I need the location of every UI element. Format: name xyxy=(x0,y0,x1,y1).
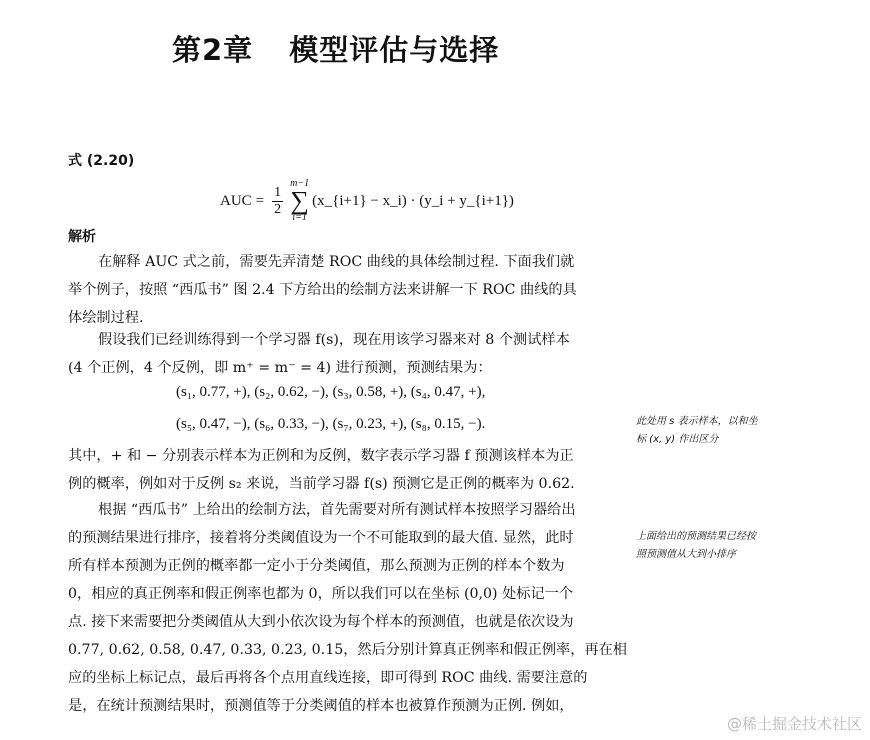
formula-equals: = xyxy=(255,192,265,209)
text-line: 其中，+ 和 − 分别表示样本为正例和为反例，数字表示学习器 f 预测该样本为正 xyxy=(68,448,574,464)
text-line: 所有样本预测为正例的概率都一定小于分类阈值，那么预测为正例的样本个数为 xyxy=(68,558,565,574)
sum-lower-limit: i=1 xyxy=(292,212,307,224)
margin-note-sample-notation xyxy=(636,413,806,449)
text-line: 的预测结果进行排序，接着将分类阈值设为一个不可能取到的最大值. 显然，此时 xyxy=(68,530,574,546)
auc-formula xyxy=(220,178,514,224)
chapter-name: 模型评估与选择 xyxy=(289,33,500,67)
formula-lhs: AUC xyxy=(220,192,252,209)
note-line: 标 (x, y) 作出区分 xyxy=(636,434,719,445)
text-line: 体绘制过程. xyxy=(68,310,144,326)
paragraph-2 xyxy=(68,326,620,382)
paragraph-1 xyxy=(68,248,620,332)
text-line: (4 个正例，4 个反例，即 m⁺ = m⁻ = 4) 进行预测，预测结果为： xyxy=(68,360,492,376)
text-line: 0，相应的真正例率和假正例率也都为 0，所以我们可以在坐标 (0,0) 处标记一个 xyxy=(68,586,574,602)
formula-fraction xyxy=(272,186,283,217)
note-line: 照预测值从大到小排序 xyxy=(636,549,736,560)
text-line: 假设我们已经训练得到一个学习器 f(s)，现在用该学习器来对 8 个测试样本 xyxy=(98,332,570,348)
paragraph-4 xyxy=(68,496,627,720)
chapter-title xyxy=(172,28,499,69)
formula-body: (x_{i+1} − x_i) · (y_i + y_{i+1}) xyxy=(312,192,514,209)
text-line: 举个例子，按照 “西瓜书” 图 2.4 下方给出的绘制方法来讲解一下 ROC 曲线的具 xyxy=(68,282,577,298)
text-line: 点. 接下来需要把分类阈值从大到小依次设为每个样本的预测值，也就是依次设为 xyxy=(68,614,574,630)
sum-upper-limit: m−1 xyxy=(290,177,310,189)
sigma-symbol: ∑ xyxy=(290,185,309,215)
formula-sum xyxy=(290,179,309,224)
note-line: 上面给出的预测结果已经按 xyxy=(636,531,756,542)
text-line: 0.77, 0.62, 0.58, 0.47, 0.33, 0.23, 0.15，然后分别计算真正例率和假正例率，再在相 xyxy=(68,642,627,658)
prediction-results-line-1: (s₁, 0.77, +), (s₂, 0.62, −), (s₃, 0.58, +), (s₄, 0.47, +), xyxy=(176,384,486,400)
text-line: 在解释 AUC 式之前，需要先弄清楚 ROC 曲线的具体绘制过程. 下面我们就 xyxy=(98,254,575,270)
prediction-results-line-2: (s₅, 0.47, −), (s₆, 0.33, −), (s₇, 0.23, +), (s₈, 0.15, −). xyxy=(176,416,486,432)
note-line: 此处用 s 表示样本，以和坐 xyxy=(636,416,758,427)
fraction-denominator: 2 xyxy=(274,201,282,217)
equation-heading: 式 (2.20) xyxy=(68,153,135,169)
paragraph-3 xyxy=(68,442,620,498)
watermark: @稀土掘金技术社区 xyxy=(726,715,862,733)
text-line: 是，在统计预测结果时，预测值等于分类阈值的样本也被算作预测为正例. 例如， xyxy=(68,698,574,714)
text-line: 例的概率，例如对于反例 s₂ 来说，当前学习器 f(s) 预测它是正例的概率为 0.62. xyxy=(68,476,575,492)
text-line: 应的坐标上标记点，最后再将各个点用直线连接，即可得到 ROC 曲线. 需要注意的 xyxy=(68,670,588,686)
analysis-heading: 解析 xyxy=(68,229,96,245)
fraction-numerator: 1 xyxy=(274,184,282,200)
margin-note-sorted-results xyxy=(636,528,806,564)
text-line: 根据 “西瓜书” 上给出的绘制方法，首先需要对所有测试样本按照学习器给出 xyxy=(98,502,576,518)
chapter-number: 第2章 xyxy=(172,33,254,67)
